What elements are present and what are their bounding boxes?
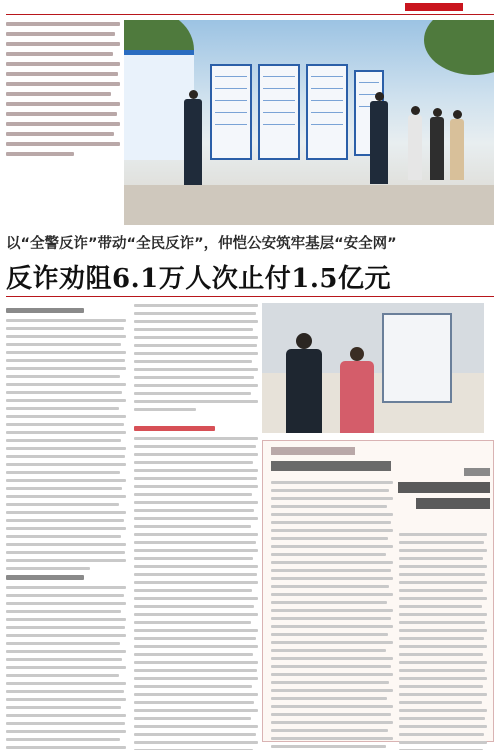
- case-subheading: [394, 468, 494, 528]
- masthead-rule: [6, 14, 494, 15]
- article-kicker: 以“全警反诈”带动“全民反诈”，仲恺公安筑牢基层“安全网”: [6, 236, 397, 252]
- news-photo-main: [124, 20, 494, 225]
- body-column-1: [6, 304, 126, 750]
- masthead: [0, 0, 500, 16]
- article-headline: 反诈劝阻6.1万人次止付1.5亿元: [6, 264, 391, 294]
- section-tag: [405, 3, 463, 11]
- news-photo-inset: [262, 303, 484, 433]
- headline-divider: [6, 296, 494, 297]
- body-column-2: [134, 304, 258, 750]
- lead-paragraph: [6, 22, 120, 222]
